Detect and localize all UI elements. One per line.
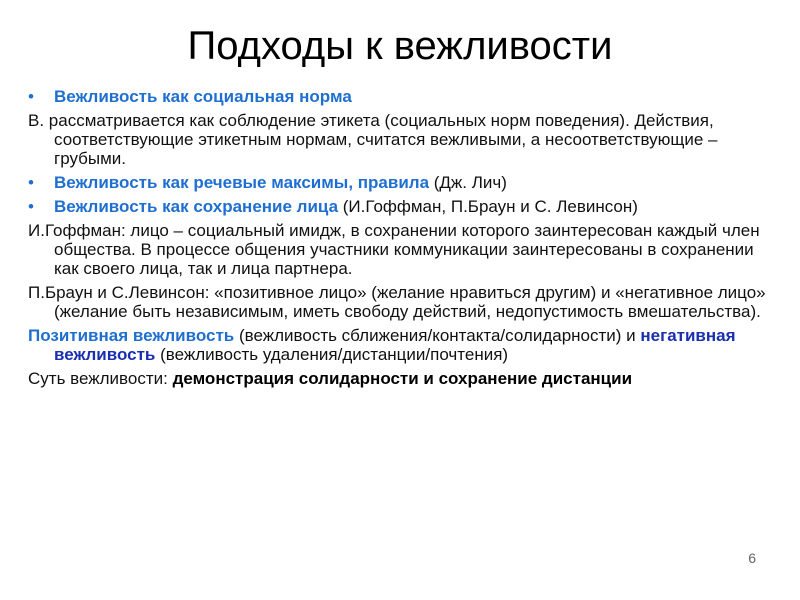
heading-speech-maxims: Вежливость как речевые максимы, правила [54, 173, 430, 192]
paragraph-etiquette [28, 111, 778, 168]
positive-politeness-desc: (вежливость сближения/контакта/солидарности) и [234, 326, 641, 345]
bullet-face-saving [28, 197, 778, 216]
heading-social-norm: Вежливость как социальная норма [54, 87, 352, 106]
slide-content [28, 87, 778, 393]
paragraph-goffman-text: И.Гоффман: лицо – социальный имидж, в сохранении которого заинтересован каждый член общества. В процессе общения участники коммуникации заинтересованы в сохранении как своего лица, так и лица партнера. [28, 221, 760, 278]
paragraph-etiquette-text: В. рассматривается как соблюдение этикета (социальных норм поведения). Действия, соответствующие этикетным нормам, считатся вежливыми, а несоответствующие – грубыми. [28, 111, 718, 168]
bullet-speech-maxims [28, 173, 778, 192]
paragraph-politeness-types [28, 326, 778, 364]
essence-label: Суть вежливости: [28, 369, 173, 388]
essence-bold: демонстрация солидарности и сохранение дистанции [172, 369, 633, 388]
bullet-dot-icon: • [28, 173, 34, 192]
page-number: 6 [748, 550, 756, 566]
negative-politeness-term: негативная вежливость [54, 326, 736, 364]
heading-face-saving: Вежливость как сохранение лица [54, 197, 339, 216]
paragraph-essence [28, 369, 778, 388]
paragraph-brown-levinson [28, 283, 778, 321]
paragraph-brown-levinson-text: П.Браун и С.Левинсон: «позитивное лицо» (желание нравиться другим) и «негативное лицо» (желание быть независимым, иметь свободу действий, недопустимость вмешательства). [28, 283, 766, 321]
bullet-dot-icon: • [28, 87, 34, 106]
citation-leech: (Дж. Лич) [429, 173, 507, 192]
positive-politeness-term: Позитивная вежливость [28, 326, 235, 345]
negative-politeness-desc: (вежливость удаления/дистанции/почтения) [155, 345, 509, 364]
bullet-social-norm [28, 87, 778, 106]
bullet-dot-icon: • [28, 197, 34, 216]
paragraph-goffman [28, 221, 778, 278]
citation-goffman-brown: (И.Гоффман, П.Браун и С. Левинсон) [338, 197, 638, 216]
slide-title: Подходы к вежливости [187, 24, 613, 68]
